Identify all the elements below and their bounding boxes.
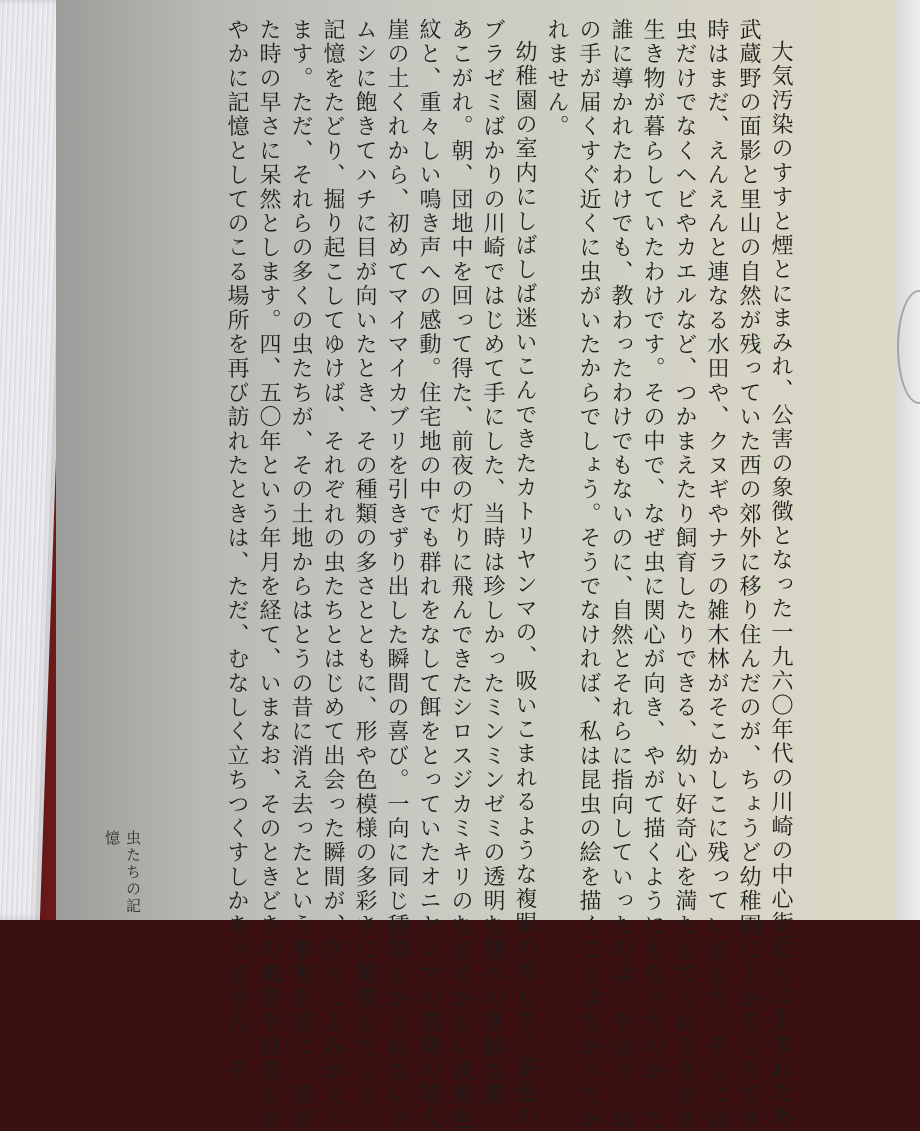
text-column: やかに記憶としてのこる場所を再び訪れたときは、ただ、むなしく立ちつくすしかありません。そ [224,18,249,1083]
text-column: 生き物が暮らしていたわけです。その中で、なぜ虫に関心が向き、やがて描くようにもなったのか。た [640,18,665,1131]
text-column: 記憶をたどり、掘り起こしてゆけば、それぞれの虫たちとはじめて出会った瞬間が、次々によみがえっ [320,18,345,1131]
text-column: 崖の土くれから、初めてマイマイカブリを引きずり出した瞬間の喜び。一向に同じ種類しかとれないク [384,18,409,1131]
text-column: ブラゼミばかりの川崎ではじめて手にした、当時は珍しかったミンミンゼミの透明な翅への新鮮な驚 [480,18,505,1107]
text-column: 誰に導かれたわけでも、教わったわけでもないのに、自然とそれらに指向していったのは、やはり、幼 [608,18,633,1131]
text-column: 虫だけでなくヘビやカエルなど、つかまえたり飼育したりできる、幼い好奇心を満たしてくれるさまざ [672,18,697,1131]
text-column: 時はまだ、えんえんと連なる水田や、クヌギやナラの雑木林がそこかしこに残っていました。そこには [704,18,729,1131]
text-column: 大気汚染のすすと煙とにまみれ、公害の象徴となった一九六〇年代の川崎の中心街近くに生まれたあ [768,40,793,1129]
vertical-body-text [220,18,796,1131]
text-column: 紋と、重々しい鳴き声への感動。住宅地の中でも群れをなして餌をとっていたオニヤンマの飛翔の雄大 [416,18,441,1131]
text-column: た時の早さに呆然とします。四、五〇年という年月を経て、いまなお、そのときどきの風景や日差しま [256,18,281,1131]
text-column: れません。 [544,18,569,139]
illustration-fragment [897,290,920,404]
text-column: あこがれ。朝、団地中を回って得た、前夜の灯りに飛んできたシロスジカミキリのなまめかしい淡黄色 [448,18,473,1131]
text-column: の手が届くすぐ近くに虫がいたからでしょう。そうでなければ、私は昆虫の絵を描くことはなかったか [576,18,601,1131]
running-footer: 虫たちの記憶 [103,830,142,915]
book-page [56,0,906,1131]
text-column: 武蔵野の面影と里山の自然が残っていた西の郊外に移り住んだのが、ちょうど幼稚園に上がるころです [736,18,761,1131]
text-column: 幼稚園の室内にしばしば迷いこんできたカトリヤンマの、吸いこまれるような複眼の美しさ。茶色の [512,40,537,1129]
facing-page-edge [895,0,920,920]
text-column: ムシに飽きてハチに目が向いたとき、その種類の多さとともに、形や色模様の多彩さに驚嘆したこと [352,18,377,1107]
text-column: ます。ただ、それらの多くの虫たちが、その土地からはとうの昔に消え去ったという事実を前に、過ぎ [288,18,313,1131]
